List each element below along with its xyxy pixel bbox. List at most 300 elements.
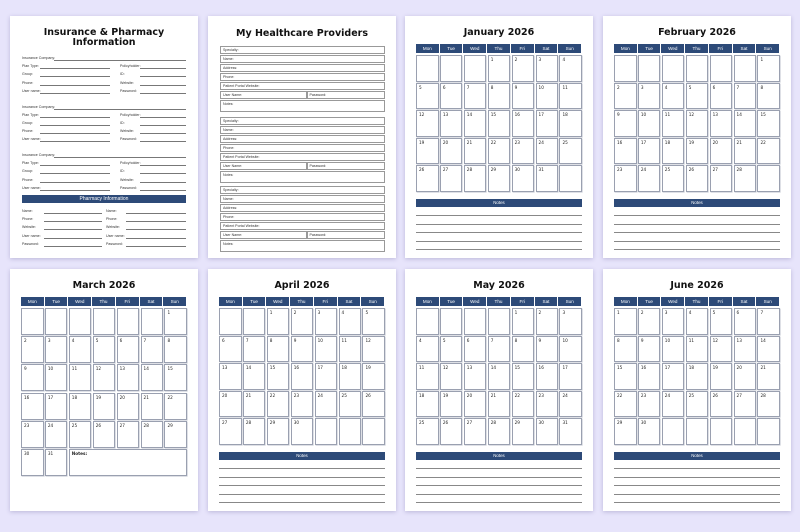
day-cell: 11 <box>69 364 92 391</box>
calendar-page-january <box>405 16 593 258</box>
day-cell: 15 <box>614 363 637 390</box>
weekday-header <box>416 297 582 306</box>
weekday-label: Tue <box>638 44 662 53</box>
day-cell: 21 <box>464 138 487 165</box>
calendar-grid <box>218 308 385 446</box>
field-line <box>54 157 186 158</box>
day-cell: 26 <box>440 418 463 445</box>
weekday-label: Mon <box>416 297 440 306</box>
day-cell: 16 <box>512 110 535 137</box>
field-line <box>54 60 186 61</box>
notes-line <box>416 502 582 503</box>
day-cell <box>243 308 266 335</box>
calendar-page-june <box>603 269 791 511</box>
day-cell: 23 <box>536 391 559 418</box>
day-cell: 11 <box>662 110 685 137</box>
day-cell: 4 <box>339 308 362 335</box>
day-cell: 19 <box>416 138 439 165</box>
day-cell: 8 <box>164 336 187 363</box>
day-cell: 4 <box>686 308 709 335</box>
field-box: Phone: <box>220 213 385 221</box>
day-cell: 19 <box>440 391 463 418</box>
page-title <box>10 28 198 49</box>
day-cell <box>416 308 439 335</box>
day-cell: 28 <box>141 421 164 448</box>
day-cell: 27 <box>734 391 757 418</box>
day-cell: 1 <box>267 308 290 335</box>
calendar-page-february <box>603 16 791 258</box>
month-title: June 2026 <box>670 280 724 291</box>
day-cell: 12 <box>440 363 463 390</box>
notes-line <box>219 477 385 478</box>
notes-line <box>614 249 780 250</box>
field-line <box>40 165 110 166</box>
field-label: ID: <box>120 120 125 125</box>
notes-line <box>614 502 780 503</box>
day-cell: 24 <box>45 421 68 448</box>
day-cell: 2 <box>638 308 661 335</box>
field-label: User name: <box>106 233 125 238</box>
field-label: Name: <box>22 209 33 213</box>
field-label: Password: <box>106 241 123 246</box>
field-label: Name: <box>106 209 117 213</box>
field-box: Specialty: <box>220 46 385 54</box>
weekday-label: Sat <box>338 297 362 306</box>
day-cell: 25 <box>69 421 92 448</box>
field-box: Patient Portal Website: <box>220 222 385 230</box>
weekday-label: Fri <box>116 297 140 306</box>
day-cell: 25 <box>559 138 582 165</box>
day-cell: 4 <box>416 336 439 363</box>
field-box: Password: <box>307 91 386 99</box>
notes-line <box>416 468 582 469</box>
calendar-grid <box>613 55 780 193</box>
day-cell: 31 <box>559 418 582 445</box>
notes-line <box>416 215 582 216</box>
day-cell: 25 <box>339 391 362 418</box>
weekday-header <box>21 297 187 306</box>
field-line <box>44 246 102 247</box>
weekday-label: Fri <box>709 44 733 53</box>
day-cell: 3 <box>315 308 338 335</box>
weekday-label: Sat <box>140 297 164 306</box>
day-cell: 22 <box>614 391 637 418</box>
weekday-label: Sat <box>535 44 559 53</box>
weekday-label: Wed <box>661 297 685 306</box>
notes-band: Notes <box>614 452 780 460</box>
day-cell: 16 <box>536 363 559 390</box>
day-cell: 28 <box>464 165 487 192</box>
day-cell <box>219 308 242 335</box>
day-cell: 27 <box>117 421 140 448</box>
day-cell: 26 <box>362 391 385 418</box>
day-cell: 14 <box>243 363 266 390</box>
day-cell: 21 <box>757 363 780 390</box>
day-cell: 16 <box>614 138 637 165</box>
field-line <box>140 182 186 183</box>
day-cell: 15 <box>488 110 511 137</box>
day-cell: 6 <box>710 83 733 110</box>
day-cell: 15 <box>512 363 535 390</box>
field-line <box>126 238 186 239</box>
day-cell: 9 <box>291 336 314 363</box>
day-cell: 22 <box>267 391 290 418</box>
day-cell: 26 <box>686 165 709 192</box>
month-title: February 2026 <box>658 27 736 38</box>
field-label: Plan Type: <box>22 112 39 117</box>
day-cell: 29 <box>267 418 290 445</box>
day-cell: 3 <box>45 336 68 363</box>
field-label: Password: <box>120 137 137 142</box>
field-line <box>40 141 110 142</box>
weekday-label: Thu <box>487 44 511 53</box>
calendar-grid <box>415 308 582 446</box>
weekday-label: Sun <box>558 44 582 53</box>
day-cell: 23 <box>614 165 637 192</box>
notes-band: Notes <box>219 452 385 460</box>
day-cell: 21 <box>141 393 164 420</box>
day-cell: 1 <box>488 55 511 82</box>
day-cell: 23 <box>291 391 314 418</box>
day-cell: 2 <box>614 83 637 110</box>
day-cell: 11 <box>686 336 709 363</box>
weekday-label: Sun <box>163 297 187 306</box>
day-cell: 24 <box>315 391 338 418</box>
day-cell: 19 <box>710 363 733 390</box>
day-cell: 1 <box>757 55 780 82</box>
day-cell: 12 <box>362 336 385 363</box>
weekday-header <box>614 44 780 53</box>
field-line <box>126 229 186 230</box>
notes-line <box>614 485 780 486</box>
calendar-page-april <box>208 269 396 511</box>
day-cell <box>21 308 44 335</box>
day-cell: 13 <box>734 336 757 363</box>
day-cell: 13 <box>440 110 463 137</box>
field-box: Password: <box>307 231 386 239</box>
field-box: Specialty: <box>220 186 385 194</box>
field-label: Group: <box>22 72 33 77</box>
notes-band: Notes <box>416 452 582 460</box>
day-cell: 19 <box>93 393 116 420</box>
notes-band: Notes <box>614 199 780 207</box>
weekday-label: Mon <box>614 297 638 306</box>
day-cell: 16 <box>638 363 661 390</box>
field-label: ID: <box>120 72 125 77</box>
day-cell: 18 <box>662 138 685 165</box>
day-cell: 11 <box>416 363 439 390</box>
field-line <box>140 85 186 86</box>
field-label: Website: <box>120 129 134 134</box>
day-cell: 2 <box>291 308 314 335</box>
field-line <box>126 246 186 247</box>
day-cell: 29 <box>488 165 511 192</box>
field-label: Insurance Company: <box>22 56 56 60</box>
day-cell: 29 <box>164 421 187 448</box>
field-label: Website: <box>120 177 134 182</box>
weekday-label: Wed <box>463 297 487 306</box>
day-cell <box>757 165 780 192</box>
day-cell: 21 <box>488 391 511 418</box>
day-cell: 4 <box>69 336 92 363</box>
field-box: User Name: <box>220 91 307 99</box>
day-cell: 20 <box>117 393 140 420</box>
day-cell: 9 <box>638 336 661 363</box>
day-cell: 29 <box>512 418 535 445</box>
day-cell: 24 <box>638 165 661 192</box>
day-cell: 22 <box>164 393 187 420</box>
day-cell: 3 <box>536 55 559 82</box>
field-line <box>140 125 186 126</box>
day-cell: 13 <box>117 364 140 391</box>
weekday-label: Sat <box>733 297 757 306</box>
day-cell: 1 <box>164 308 187 335</box>
notes-line <box>219 494 385 495</box>
day-cell: 4 <box>559 55 582 82</box>
day-cell: 3 <box>638 83 661 110</box>
notes-line <box>219 485 385 486</box>
day-cell: 18 <box>686 363 709 390</box>
month-title: March 2026 <box>72 280 136 291</box>
month-title: May 2026 <box>473 280 525 291</box>
day-cell <box>464 308 487 335</box>
day-cell: 23 <box>638 391 661 418</box>
day-cell: 15 <box>757 110 780 137</box>
weekday-label: Sun <box>756 44 780 53</box>
day-cell: 3 <box>559 308 582 335</box>
day-cell: 22 <box>757 138 780 165</box>
day-cell: 17 <box>536 110 559 137</box>
day-cell: 11 <box>559 83 582 110</box>
day-cell: 1 <box>512 308 535 335</box>
notes-line <box>614 215 780 216</box>
day-cell: 5 <box>362 308 385 335</box>
day-cell: 27 <box>464 418 487 445</box>
day-cell: 28 <box>734 165 757 192</box>
day-cell <box>686 418 709 445</box>
day-cell: 10 <box>315 336 338 363</box>
day-cell: 10 <box>638 110 661 137</box>
title-line-2: Information <box>72 37 136 49</box>
day-cell: 9 <box>21 364 44 391</box>
day-cell: 28 <box>757 391 780 418</box>
day-cell: 20 <box>464 391 487 418</box>
field-line <box>44 213 102 214</box>
notes-line <box>416 241 582 242</box>
weekday-label: Thu <box>685 297 709 306</box>
weekday-label: Mon <box>416 44 440 53</box>
field-label: Password: <box>22 241 39 246</box>
day-cell: 15 <box>164 364 187 391</box>
weekday-label: Mon <box>219 297 243 306</box>
day-cell: 20 <box>710 138 733 165</box>
field-line <box>126 213 186 214</box>
day-cell: 9 <box>536 336 559 363</box>
day-cell <box>757 418 780 445</box>
notes-line <box>614 241 780 242</box>
day-cell: 6 <box>464 336 487 363</box>
day-cell: 5 <box>416 83 439 110</box>
day-cell: 23 <box>21 421 44 448</box>
field-box: User Name: <box>220 231 307 239</box>
field-line <box>44 221 102 222</box>
day-cell: 11 <box>339 336 362 363</box>
day-cell <box>464 55 487 82</box>
field-box: Notes: <box>220 240 385 252</box>
calendar-grid <box>415 55 582 193</box>
day-cell: 6 <box>440 83 463 110</box>
month-title: April 2026 <box>274 280 330 291</box>
day-cell: 17 <box>559 363 582 390</box>
field-label: Password: <box>120 88 137 93</box>
day-cell: 25 <box>416 418 439 445</box>
day-cell: 7 <box>464 83 487 110</box>
field-label: User name: <box>22 185 41 190</box>
field-line <box>40 133 110 134</box>
field-line <box>140 93 186 94</box>
field-line <box>140 117 186 118</box>
day-cell: 5 <box>686 83 709 110</box>
weekday-header <box>614 297 780 306</box>
field-box: Phone: <box>220 73 385 81</box>
day-cell: 8 <box>267 336 290 363</box>
day-cell: 7 <box>141 336 164 363</box>
day-cell: 20 <box>734 363 757 390</box>
pharmacy-band: Pharmacy Information <box>22 195 186 203</box>
day-cell <box>141 308 164 335</box>
field-line <box>140 141 186 142</box>
day-cell <box>638 55 661 82</box>
weekday-label: Sun <box>558 297 582 306</box>
notes-cell: Notes: <box>69 449 187 476</box>
notes-line <box>219 468 385 469</box>
title-line-1: Insurance & Pharmacy <box>43 27 165 38</box>
field-label: ID: <box>120 169 125 174</box>
field-box: Patient Portal Website: <box>220 153 385 161</box>
field-line <box>40 173 110 174</box>
day-cell: 12 <box>93 364 116 391</box>
notes-line <box>416 232 582 233</box>
day-cell: 7 <box>757 308 780 335</box>
day-cell <box>686 55 709 82</box>
day-cell: 10 <box>45 364 68 391</box>
day-cell: 13 <box>219 363 242 390</box>
notes-line <box>614 468 780 469</box>
field-line <box>54 109 186 110</box>
weekday-label: Thu <box>92 297 116 306</box>
notes-line <box>614 494 780 495</box>
day-cell: 30 <box>536 418 559 445</box>
day-cell: 14 <box>464 110 487 137</box>
day-cell: 16 <box>291 363 314 390</box>
weekday-label: Tue <box>440 44 464 53</box>
field-box: Specialty: <box>220 117 385 125</box>
page-title: My Healthcare Providers <box>235 28 368 39</box>
field-line <box>40 190 110 191</box>
day-cell: 3 <box>662 308 685 335</box>
day-cell: 31 <box>45 449 68 476</box>
field-label: Password: <box>120 185 137 190</box>
weekday-label: Fri <box>511 297 535 306</box>
weekday-label: Thu <box>685 44 709 53</box>
field-line <box>40 93 110 94</box>
field-box: Address: <box>220 64 385 72</box>
day-cell: 6 <box>734 308 757 335</box>
day-cell: 25 <box>686 391 709 418</box>
field-box: Notes: <box>220 171 385 183</box>
day-cell <box>440 55 463 82</box>
field-label: Website: <box>120 80 134 85</box>
weekday-label: Mon <box>21 297 45 306</box>
day-cell: 10 <box>559 336 582 363</box>
day-cell: 15 <box>267 363 290 390</box>
day-cell: 9 <box>512 83 535 110</box>
field-box: Name: <box>220 195 385 203</box>
day-cell: 13 <box>710 110 733 137</box>
day-cell: 27 <box>440 165 463 192</box>
notes-line <box>416 477 582 478</box>
day-cell <box>614 55 637 82</box>
field-label: Insurance Company: <box>22 153 56 157</box>
weekday-label: Wed <box>661 44 685 53</box>
day-cell: 28 <box>243 418 266 445</box>
day-cell: 2 <box>512 55 535 82</box>
day-cell: 14 <box>488 363 511 390</box>
day-cell <box>662 55 685 82</box>
day-cell: 27 <box>710 165 733 192</box>
day-cell <box>440 308 463 335</box>
field-label: Plan Type: <box>22 161 39 166</box>
day-cell: 17 <box>662 363 685 390</box>
weekday-label: Sun <box>361 297 385 306</box>
day-cell: 17 <box>45 393 68 420</box>
day-cell: 14 <box>141 364 164 391</box>
day-cell: 12 <box>686 110 709 137</box>
field-label: Phone: <box>22 177 34 182</box>
day-cell: 5 <box>710 308 733 335</box>
weekday-label: Thu <box>487 297 511 306</box>
field-line <box>140 68 186 69</box>
day-cell: 5 <box>440 336 463 363</box>
weekday-label: Tue <box>45 297 69 306</box>
day-cell: 17 <box>315 363 338 390</box>
notes-line <box>614 477 780 478</box>
weekday-label: Sun <box>756 297 780 306</box>
day-cell: 2 <box>21 336 44 363</box>
weekday-label: Wed <box>266 297 290 306</box>
weekday-label: Wed <box>68 297 92 306</box>
field-line <box>140 165 186 166</box>
notes-line <box>416 224 582 225</box>
insurance-pharmacy-page <box>10 16 198 258</box>
field-label: User name: <box>22 88 41 93</box>
field-box: Name: <box>220 55 385 63</box>
day-cell: 5 <box>93 336 116 363</box>
day-cell <box>559 165 582 192</box>
field-label: Phone: <box>22 129 34 134</box>
day-cell: 26 <box>416 165 439 192</box>
day-cell: 18 <box>416 391 439 418</box>
field-box: Address: <box>220 135 385 143</box>
field-line <box>140 190 186 191</box>
month-title: January 2026 <box>463 27 535 38</box>
day-cell <box>662 418 685 445</box>
day-cell: 27 <box>219 418 242 445</box>
day-cell <box>416 55 439 82</box>
day-cell: 1 <box>614 308 637 335</box>
day-cell: 8 <box>488 83 511 110</box>
day-cell: 16 <box>21 393 44 420</box>
